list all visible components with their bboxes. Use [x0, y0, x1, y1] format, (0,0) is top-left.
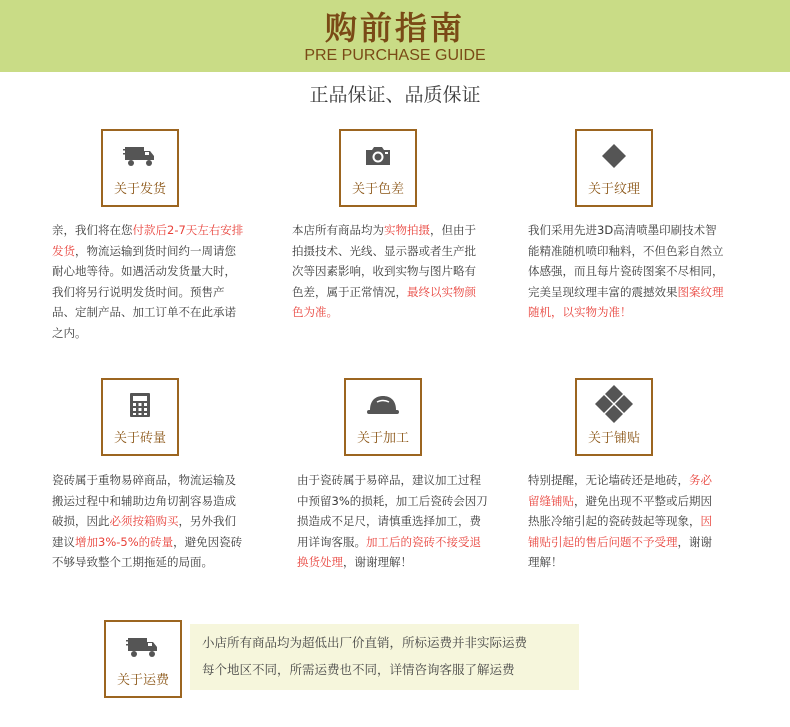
processing-text: 由于瓷砖属于易碎品，建议加工过程中预留3%的损耗，加工后瓷砖会因刀损造成不足尺，请慎重选择加工，费用详询客服。加工后的瓷砖不接受退换货处理，谢谢理解！	[297, 473, 488, 569]
badge-label: 关于运费	[116, 673, 169, 688]
quantity-text: 瓷砖属于重物易碎商品，物流运输及搬运过程中和辅助边角切割容易造成破损，因此必须按箱购买，另外我们建议增加3%-5%的砖量，避免因瓷砖不够导致整个工期拖延的局面。	[52, 473, 243, 569]
truck-icon	[106, 632, 180, 662]
diamond-icon	[577, 141, 651, 171]
badge-processing	[344, 378, 422, 456]
section-title: 正品保证、品质保证	[309, 84, 481, 106]
truck-icon	[103, 141, 177, 171]
badge-texture	[575, 129, 653, 207]
page-subtitle: PRE PURCHASE GUIDE	[304, 47, 486, 64]
badge-label: 关于纹理	[587, 182, 640, 197]
color-text: 本店所有商品均为实物拍摄，但由于拍摄技术、光线、显示器或者生产批次等因素影响，收到实物与图片略有色差，属于正常情况，最终以实物颜色为准。	[292, 223, 476, 319]
badge-shipping	[101, 129, 179, 207]
badge-shipping-fee	[104, 620, 182, 698]
shipping-text: 亲，我们将在您付款后2-7天左右安排发货，物流运输到货时间约一周请您耐心地等待。如遇活动发货量大时，我们将另行说明发货时间。预售产品、定制产品、加工订单不在此承诺之内。	[52, 223, 244, 340]
header-banner	[0, 0, 790, 72]
badge-color	[339, 129, 417, 207]
helmet-icon	[346, 390, 420, 420]
calculator-icon	[103, 390, 177, 420]
camera-icon	[341, 141, 415, 171]
badge-quantity	[101, 378, 179, 456]
page-title: 购前指南	[324, 9, 465, 47]
tiles-icon	[577, 384, 651, 426]
texture-text: 我们采用先进3D高清喷墨印刷技术智能精准随机喷印釉料，不但色彩自然立体感强，而且每片瓷砖图案不尽相同，完美呈现纹理丰富的震撼效果图案纹理随机，以实物为准！	[528, 223, 724, 319]
badge-label: 关于铺贴	[587, 431, 640, 446]
badge-label: 关于发货	[113, 182, 166, 197]
shipping-fee-note	[190, 624, 579, 690]
badge-laying	[575, 378, 653, 456]
badge-label: 关于加工	[356, 431, 409, 446]
badge-label: 关于色差	[351, 182, 404, 197]
note-line: 小店所有商品均为超低出厂价直销，所标运费并非实际运费	[202, 635, 528, 650]
badge-label: 关于砖量	[113, 431, 166, 446]
laying-text: 特别提醒，无论墙砖还是地砖，务必留缝铺贴，避免出现不平整或后期因热胀冷缩引起的瓷砖鼓起等现象，因铺贴引起的售后问题不予受理，谢谢理解！	[528, 473, 712, 569]
note-line: 每个地区不同，所需运费也不同，详情咨询客服了解运费	[202, 662, 515, 677]
